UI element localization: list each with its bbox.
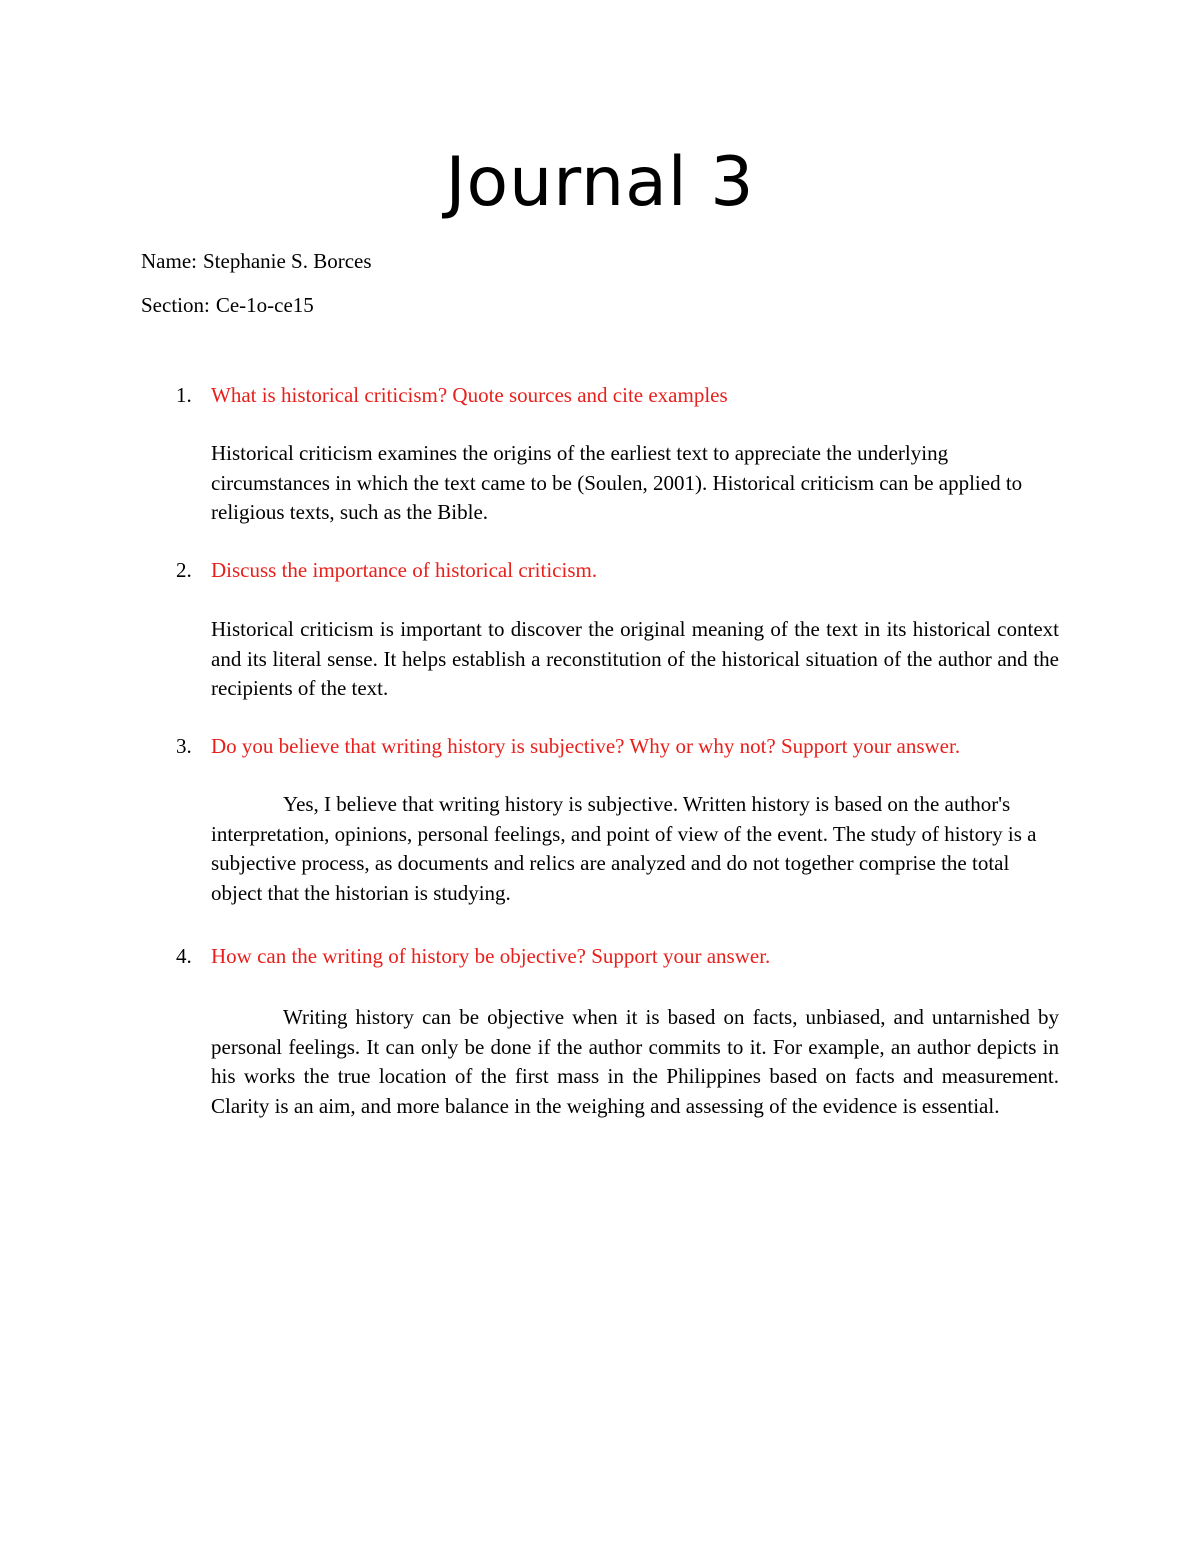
question-text: What is historical criticism? Quote sources and cite examples: [211, 383, 728, 407]
question-block-1: [141, 381, 1061, 528]
answer-4: Writing history can be objective when it is based on facts, unbiased, and untarnished by personal feelings. It can only be done if the author commits to it. For example, an author depicts in his works the true location of the first mass in the Philippines based on facts and measurement. Clarity is an aim, and more balance in the weighing and assessing of the evidence is essential.: [211, 1005, 1059, 1118]
question-4: [141, 942, 1061, 970]
question-number: 3.: [176, 734, 192, 758]
question-2: [141, 556, 1061, 584]
section-value: Ce-1o-ce15: [215, 293, 314, 317]
question-1: [141, 381, 1061, 409]
answer-1: Historical criticism examines the origins of the earliest text to appreciate the underlying circumstances in which the text came to be (Soulen, 2001). Historical criticism can be applied to religious texts, such as the Bible.: [211, 441, 1023, 524]
question-number: 1.: [176, 383, 192, 407]
question-number: 4.: [176, 944, 192, 968]
answer-2: Historical criticism is important to discover the original meaning of the text in its historical context and its literal sense. It helps establish a reconstitution of the historical situation of the author and the recipients of the text.: [211, 617, 1059, 700]
question-block-4: [141, 942, 1061, 1121]
name-label: Name:: [141, 249, 197, 273]
section-line: [141, 291, 314, 319]
question-text: How can the writing of history be objective? Support your answer.: [211, 944, 771, 968]
section-label: Section:: [141, 293, 210, 317]
question-3: [141, 732, 1061, 760]
question-text: Do you believe that writing history is subjective? Why or why not? Support your answer.: [211, 734, 961, 758]
question-block-2: [141, 556, 1061, 704]
question-text: Discuss the importance of historical criticism.: [211, 558, 598, 582]
document-title: Journal 3: [445, 143, 755, 222]
name-value: Stephanie S. Borces: [202, 249, 372, 273]
question-block-3: [141, 732, 1061, 908]
question-number: 2.: [176, 558, 192, 582]
answer-3: Yes, I believe that writing history is subjective. Written history is based on the author's interpretation, opinions, personal feelings, and point of view of the event. The study of history is a subjective process, as documents and relics are analyzed and do not together comprise the total object that the historian is studying.: [211, 792, 1037, 905]
name-line: [141, 247, 372, 275]
